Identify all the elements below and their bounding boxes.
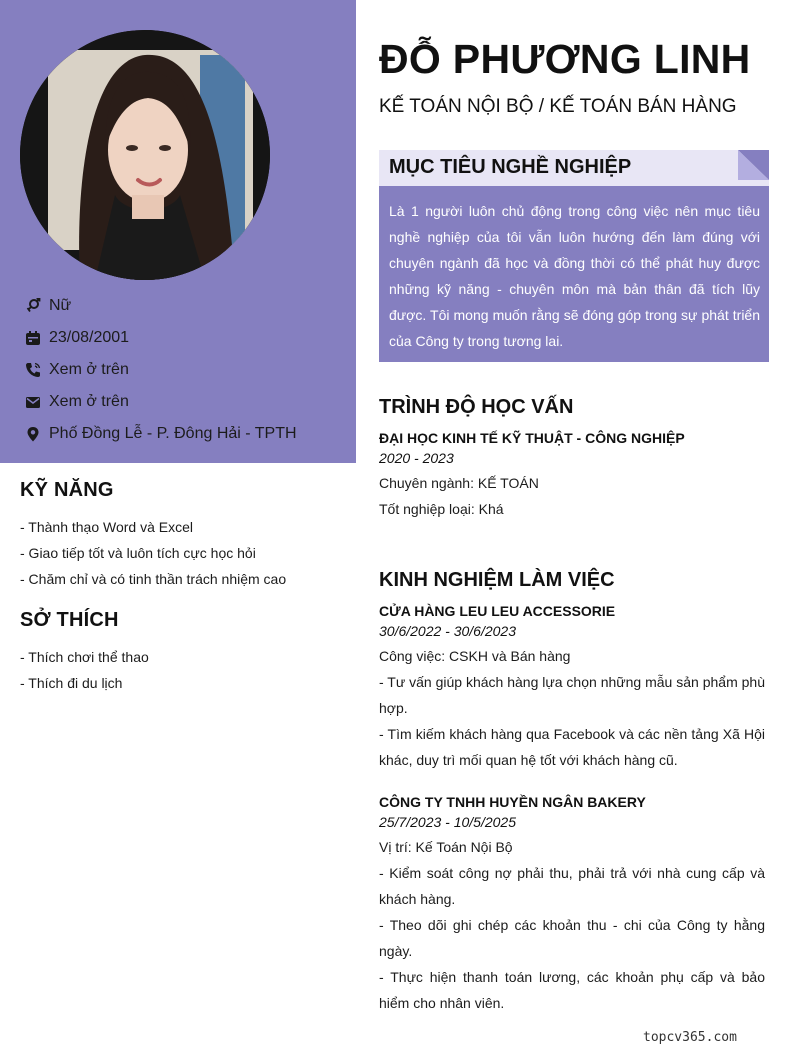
contact-email [24, 386, 354, 418]
education-title: TRÌNH ĐỘ HỌC VẤN [379, 396, 574, 418]
hobby-item: - Thích chơi thể thao [20, 649, 149, 665]
hobbies-list [20, 644, 350, 696]
email-value: Xem ở trên [49, 393, 129, 410]
objective-text: Là 1 người luôn chủ động trong công việc nên mục tiêu nghề nghiệp của tôi vẫn luôn hướng đến làm đúng với chuyên ngành đã học và đồng thời có thể phát huy được những kỹ năng - chuyên môn mà bản thân đã tích lũy được. Tôi mong muốn rằng sẽ đóng góp trong sự phát triển của Công ty trong tương lai. [389, 203, 760, 349]
job-role: Công việc: CSKH và Bán hàng [379, 648, 571, 664]
contact-list [24, 290, 354, 450]
skill-item: - Giao tiếp tốt và luôn tích cực học hỏi [20, 545, 256, 561]
job-role: Vị trí: Kế Toán Nội Bộ [379, 839, 513, 855]
objective-title: MỤC TIÊU NGHỀ NGHIỆP [389, 156, 632, 178]
skill-item: - Thành thạo Word và Excel [20, 519, 194, 535]
hobbies-section [20, 609, 350, 696]
objective-header [379, 150, 769, 186]
education-major: Chuyên ngành: KẾ TOÁN [379, 475, 539, 491]
job-duty: - Thực hiện thanh toán lương, các khoản phụ cấp và bảo hiểm cho nhân viên. [379, 969, 765, 1011]
job-duty: - Kiểm soát công nợ phải thu, phải trả với nhà cung cấp và khách hàng. [379, 865, 765, 907]
job-duty: - Theo dõi ghi chép các khoản thu - chi của Công ty hằng ngày. [379, 917, 765, 959]
skills-title: KỸ NĂNG [20, 479, 114, 501]
job-period: 25/7/2023 - 10/5/2025 [379, 814, 517, 830]
contact-address [24, 418, 354, 450]
education-block [379, 429, 765, 522]
phone-icon [24, 361, 42, 379]
candidate-name: ĐỖ PHƯƠNG LINH [379, 36, 751, 82]
hobbies-title: SỞ THÍCH [20, 609, 119, 631]
experience-job [379, 793, 765, 1016]
experience-title: KINH NGHIỆM LÀM VIỆC [379, 569, 615, 591]
experience-job [379, 602, 765, 773]
gender-icon [24, 297, 42, 315]
skills-section [20, 479, 350, 592]
corner-fold-decoration [738, 150, 769, 180]
objective-body [379, 186, 769, 362]
birthday-value: 23/08/2001 [49, 329, 130, 346]
company-name: CÔNG TY TNHH HUYỀN NGÂN BAKERY [379, 794, 646, 810]
watermark-text: topcv365.com [643, 1030, 737, 1045]
left-profile-panel [0, 0, 356, 463]
avatar-photo [20, 30, 270, 280]
calendar-icon [24, 329, 42, 347]
address-value: Phố Đồng Lễ - P. Đông Hải - TPTH [49, 425, 297, 442]
phone-value: Xem ở trên [49, 361, 129, 378]
location-icon [24, 425, 42, 443]
email-icon [24, 393, 42, 411]
job-title: KẾ TOÁN NỘI BỘ / KẾ TOÁN BÁN HÀNG [379, 96, 737, 117]
contact-phone [24, 354, 354, 386]
education-grade: Tốt nghiệp loại: Khá [379, 501, 504, 517]
contact-birthday [24, 322, 354, 354]
hobby-item: - Thích đi du lịch [20, 675, 123, 691]
education-period: 2020 - 2023 [379, 450, 454, 466]
avatar-portrait-image [20, 30, 270, 280]
job-duty: - Tìm kiếm khách hàng qua Facebook và các nền tảng Xã Hội khác, duy trì mối quan hệ tốt với khách hàng cũ. [379, 726, 765, 768]
skill-item: - Chăm chỉ và có tinh thần trách nhiệm cao [20, 571, 287, 587]
contact-gender [24, 290, 354, 322]
company-name: CỬA HÀNG LEU LEU ACCESSORIE [379, 603, 616, 619]
gender-value: Nữ [49, 297, 72, 314]
skills-list [20, 514, 350, 592]
job-duty: - Tư vấn giúp khách hàng lựa chọn những mẫu sản phẩm phù hợp. [379, 674, 765, 716]
school-name: ĐẠI HỌC KINH TẾ KỸ THUẬT - CÔNG NGHIỆP [379, 430, 685, 446]
job-period: 30/6/2022 - 30/6/2023 [379, 623, 517, 639]
